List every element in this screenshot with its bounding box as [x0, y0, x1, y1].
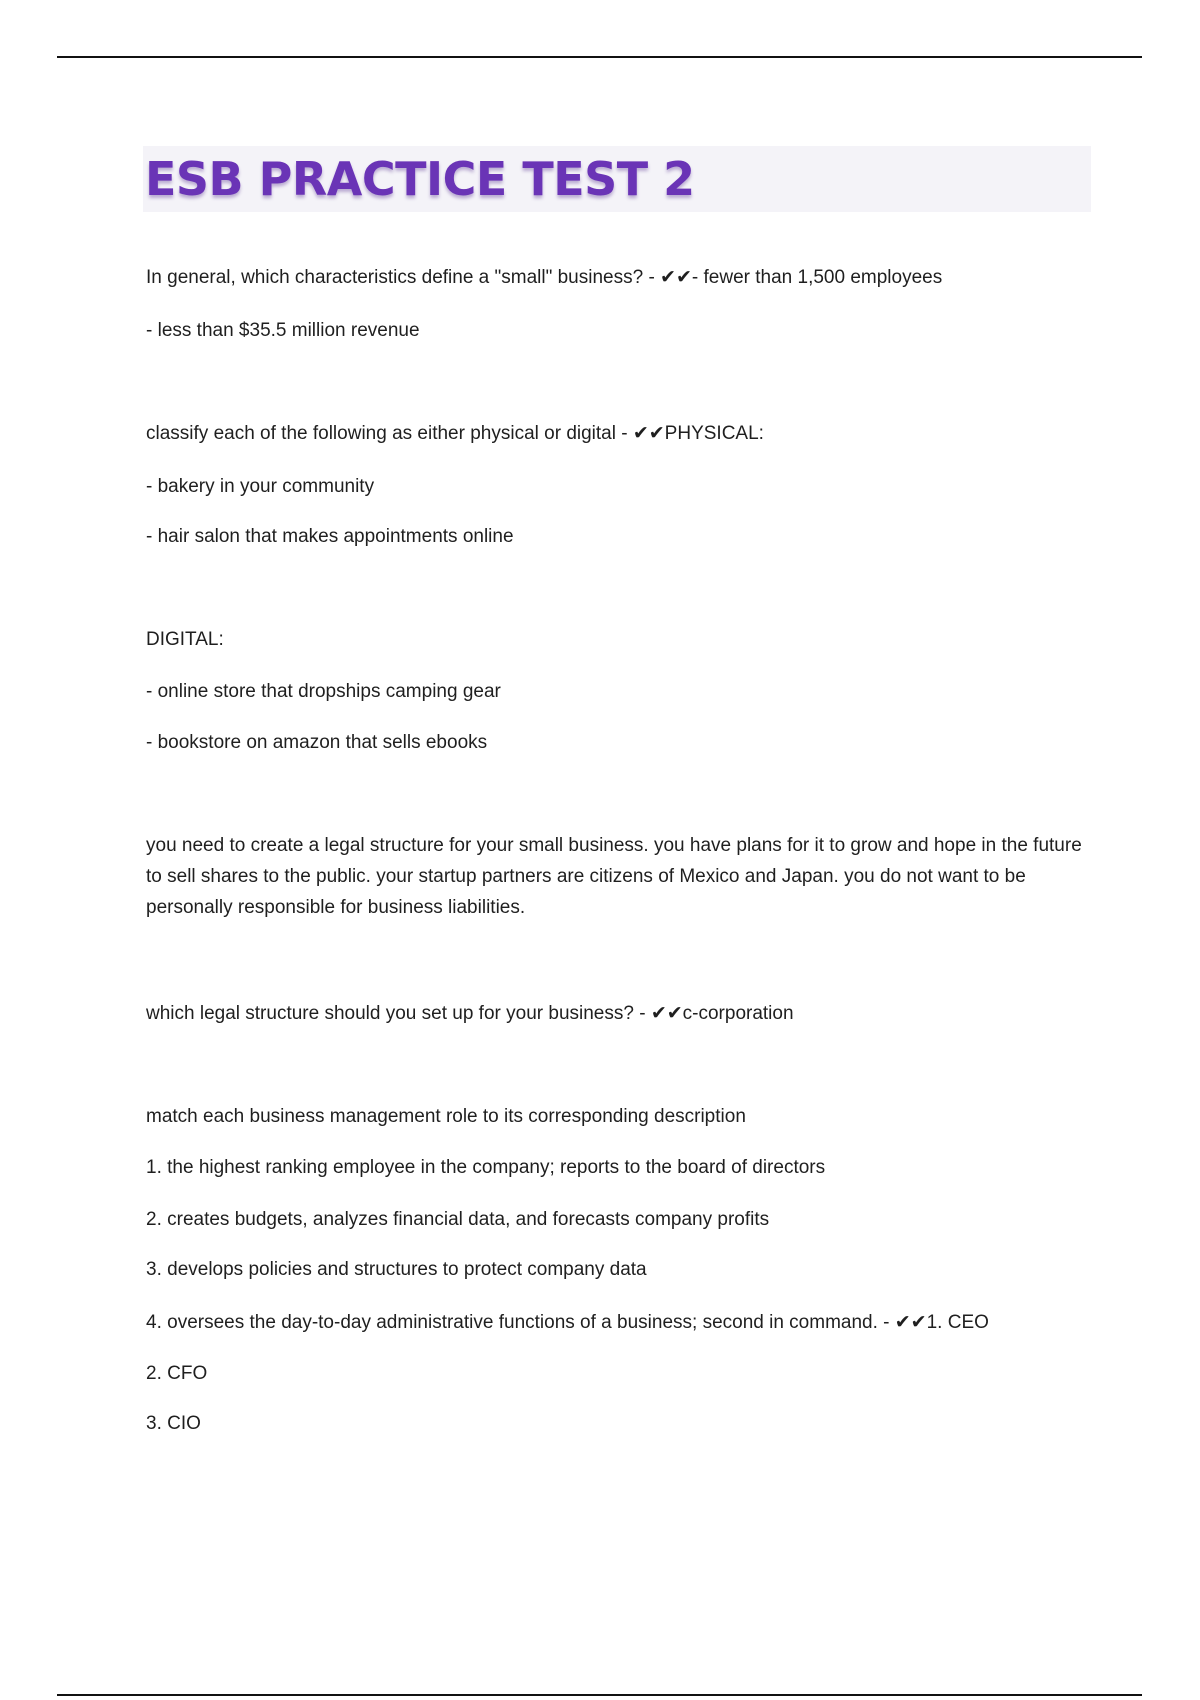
answer-line-online-store: - online store that dropships camping gear — [146, 681, 501, 702]
question-physical-digital: classify each of the following as either physical or digital - ✔✔PHYSICAL: — [146, 423, 764, 444]
scenario-legal-structure: you need to create a legal structure for your small business. you have plans for it to grow and hope in the future to sell shares to the public. your startup partners are citizens of Mexico and Japan. you do not want to be personally responsible for business liabilities. — [146, 835, 1082, 918]
title-banner — [143, 146, 1091, 212]
answer-line-bookstore: - bookstore on amazon that sells ebooks — [146, 732, 488, 753]
top-rule — [57, 56, 1142, 58]
role-description-2: 2. creates budgets, analyzes financial data, and forecasts company profits — [146, 1209, 770, 1230]
answer-line-cfo: 2. CFO — [146, 1363, 208, 1384]
role-description-4: 4. oversees the day-to-day administrative functions of a business; second in command. - ✔✔1. CEO — [146, 1312, 989, 1333]
answer-line-cio: 3. CIO — [146, 1413, 201, 1434]
answer-line-hair-salon: - hair salon that makes appointments online — [146, 526, 514, 547]
answer-line-revenue: - less than $35.5 million revenue — [146, 320, 420, 341]
role-description-1: 1. the highest ranking employee in the company; reports to the board of directors — [146, 1157, 826, 1178]
bottom-rule — [57, 1694, 1142, 1696]
role-description-3: 3. develops policies and structures to protect company data — [146, 1259, 647, 1280]
question-management-roles: match each business management role to its corresponding description — [146, 1106, 746, 1127]
document-title: ESB PRACTICE TEST 2 — [145, 152, 695, 206]
question-legal-structure: which legal structure should you set up for your business? - ✔✔c-corporation — [146, 1003, 794, 1024]
answer-line-bakery: - bakery in your community — [146, 476, 375, 497]
question-small-business: In general, which characteristics define a "small" business? - ✔✔- fewer than 1,500 employees — [146, 267, 943, 288]
digital-heading: DIGITAL: — [146, 629, 224, 650]
